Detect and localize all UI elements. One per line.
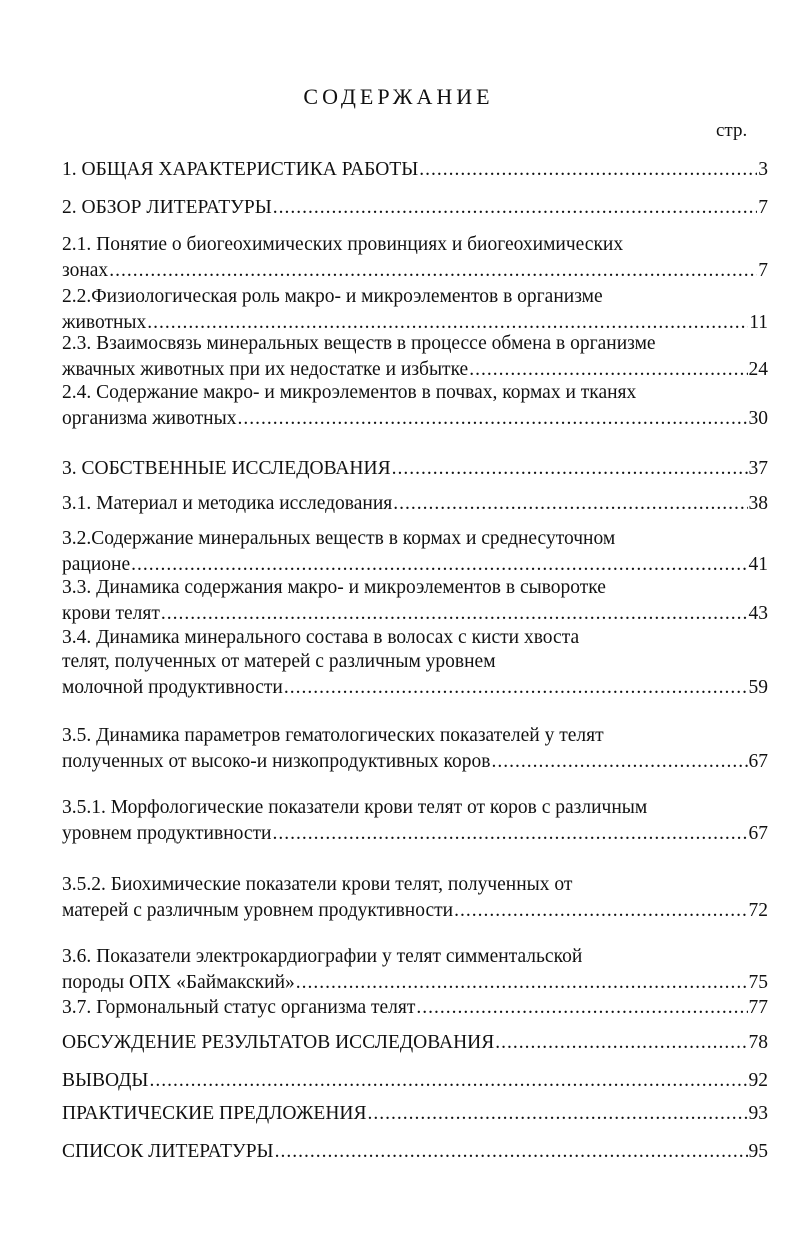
toc-entry-title: крови телят [62, 603, 160, 624]
dot-leader [419, 159, 757, 181]
toc-entry [62, 333, 768, 381]
toc-entry-line: 2.1. Понятие о биогеохимических провинциях и биогеохимических [62, 234, 624, 255]
toc-entry [62, 234, 768, 282]
dot-leader [275, 1141, 748, 1163]
toc-entry [62, 1030, 768, 1054]
toc-entry-title: 1. ОБЩАЯ ХАРАКТЕРИСТИКА РАБОТЫ [62, 159, 419, 180]
toc-entry-line: 2.3. Взаимосвязь минеральных веществ в процессе обмена в организме [62, 333, 656, 354]
toc-entry [62, 491, 768, 515]
toc-page-number: 24 [748, 359, 768, 380]
toc-entry-lead-line [62, 970, 768, 994]
toc-entry-title: 3.7. Гормональный статус организма телят [62, 997, 416, 1018]
toc-entry-title: полученных от высоко-и низкопродуктивных коров [62, 751, 491, 772]
toc-entry-title: рационе [62, 554, 131, 575]
toc-entry [62, 286, 768, 334]
toc-entry-title: матерей с различным уровнем продуктивности [62, 900, 454, 921]
dot-leader [495, 1032, 747, 1054]
dot-leader [296, 972, 748, 994]
dot-leader [454, 900, 747, 922]
toc-page-number: 7 [758, 197, 768, 218]
dot-leader [416, 997, 747, 1019]
toc-entry-lead-line [62, 456, 768, 480]
toc-entry-title: ОБСУЖДЕНИЕ РЕЗУЛЬТАТОВ ИССЛЕДОВАНИЯ [62, 1032, 495, 1053]
dot-leader [131, 554, 747, 576]
toc-entry-lead-line [62, 357, 768, 381]
toc-page-number: 37 [748, 458, 768, 479]
dot-leader [272, 823, 747, 845]
toc-entry-lead-line [62, 601, 768, 625]
toc-entry-title: ВЫВОДЫ [62, 1070, 149, 1091]
toc-page-number: 92 [748, 1070, 768, 1091]
toc-entry-title: жвачных животных при их недостатке и избытке [62, 359, 469, 380]
dot-leader [273, 197, 757, 219]
toc-entry [62, 797, 768, 845]
toc-entry [62, 1101, 768, 1125]
dot-leader [237, 408, 747, 430]
toc-page-number: 95 [748, 1141, 768, 1162]
toc-entry-line: 3.5. Динамика параметров гематологических показателей у телят [62, 725, 604, 746]
toc-entry-lead-line [62, 258, 768, 282]
toc-entry-title: СПИСОК ЛИТЕРАТУРЫ [62, 1141, 274, 1162]
toc-entry [62, 157, 768, 181]
toc-entry [62, 577, 768, 625]
toc-page-number: 41 [748, 554, 768, 575]
toc-entry [62, 382, 768, 430]
toc-entry-lead-line [62, 1139, 768, 1163]
dot-leader [392, 458, 748, 480]
toc-entry-line: 3.3. Динамика содержания макро- и микроэлементов в сыворотке [62, 577, 606, 598]
toc-entry-lead-line [62, 898, 768, 922]
toc-entry-line: 3.5.1. Морфологические показатели крови телят от коров с различным [62, 797, 648, 818]
toc-entry-lead-line [62, 406, 768, 430]
toc-entry-line: телят, полученных от матерей с различным уровнем [62, 651, 496, 672]
dot-leader [491, 751, 747, 773]
toc-entry-lead-line [62, 1068, 768, 1092]
toc-page-number: 59 [748, 677, 768, 698]
toc-page-number: 30 [748, 408, 768, 429]
toc-entry-title: 2. ОБЗОР ЛИТЕРАТУРЫ [62, 197, 272, 218]
dot-leader [161, 603, 748, 625]
toc-page-number: 72 [748, 900, 768, 921]
toc-entry-lead-line [62, 491, 768, 515]
toc-page-number: 11 [749, 312, 768, 333]
toc-entry-title: ПРАКТИЧЕСКИЕ ПРЕДЛОЖЕНИЯ [62, 1103, 367, 1124]
toc-entry-line: 2.4. Содержание макро- и микроэлементов в почвах, кормах и тканях [62, 382, 637, 403]
toc-entry-lead-line [62, 1101, 768, 1125]
toc-entry-title: организма животных [62, 408, 237, 429]
toc-page-number: 75 [748, 972, 768, 993]
toc-entry-title: молочной продуктивности [62, 677, 283, 698]
toc-entry-lead-line [62, 552, 768, 576]
dot-leader [109, 260, 757, 282]
toc-entry-lead-line [62, 995, 768, 1019]
toc-page-number: 67 [748, 823, 768, 844]
toc-entry-title: зонах [62, 260, 109, 281]
toc-entry-line: 3.4. Динамика минерального состава в волосах с кисти хвоста [62, 627, 580, 648]
toc-entry-lead-line [62, 1030, 768, 1054]
toc-entry-line: 3.6. Показатели электрокардиографии у телят симментальской [62, 946, 583, 967]
dot-leader [368, 1103, 748, 1125]
toc-entry-lead-line [62, 157, 768, 181]
toc-entry-title: породы ОПХ «Баймакский» [62, 972, 295, 993]
page-title: СОДЕРЖАНИЕ [303, 84, 494, 109]
dot-leader [469, 359, 747, 381]
toc-entry [62, 995, 768, 1019]
dot-leader [393, 493, 747, 515]
toc-entry-lead-line [62, 821, 768, 845]
toc-page-number: 3 [758, 159, 768, 180]
toc-entry-line: 3.5.2. Биохимические показатели крови телят, полученных от [62, 874, 573, 895]
toc-page-number: 78 [748, 1032, 768, 1053]
toc-page-number: 93 [748, 1103, 768, 1124]
toc-entry [62, 195, 768, 219]
dot-leader [284, 677, 748, 699]
toc-entry [62, 874, 768, 922]
toc-entry-line: 3.2.Содержание минеральных веществ в кормах и среднесуточном [62, 528, 616, 549]
toc-entry-lead-line [62, 195, 768, 219]
toc-entry [62, 528, 768, 576]
toc-entry-title: уровнем продуктивности [62, 823, 272, 844]
page-column-label: стр. [716, 120, 748, 141]
toc-entry-lead-line [62, 310, 768, 334]
toc-entry [62, 627, 768, 699]
toc-entry-title: 3. СОБСТВЕННЫЕ ИССЛЕДОВАНИЯ [62, 458, 391, 479]
toc-entry-title: животных [62, 312, 147, 333]
toc-entry-title: 3.1. Материал и методика исследования [62, 493, 393, 514]
dot-leader [147, 312, 748, 334]
dot-leader [149, 1070, 747, 1092]
toc-entry [62, 725, 768, 773]
toc-entry [62, 946, 768, 994]
toc-entry [62, 1139, 768, 1163]
toc-page-number: 67 [748, 751, 768, 772]
toc-page-number: 43 [748, 603, 768, 624]
toc-entry [62, 456, 768, 480]
toc-entry [62, 1068, 768, 1092]
toc-page-number: 7 [758, 260, 768, 281]
toc-entry-line: 2.2.Физиологическая роль макро- и микроэлементов в организме [62, 286, 603, 307]
toc-page-number: 77 [748, 997, 768, 1018]
toc-entry-lead-line [62, 749, 768, 773]
toc-page-number: 38 [748, 493, 768, 514]
toc-entry-lead-line [62, 675, 768, 699]
